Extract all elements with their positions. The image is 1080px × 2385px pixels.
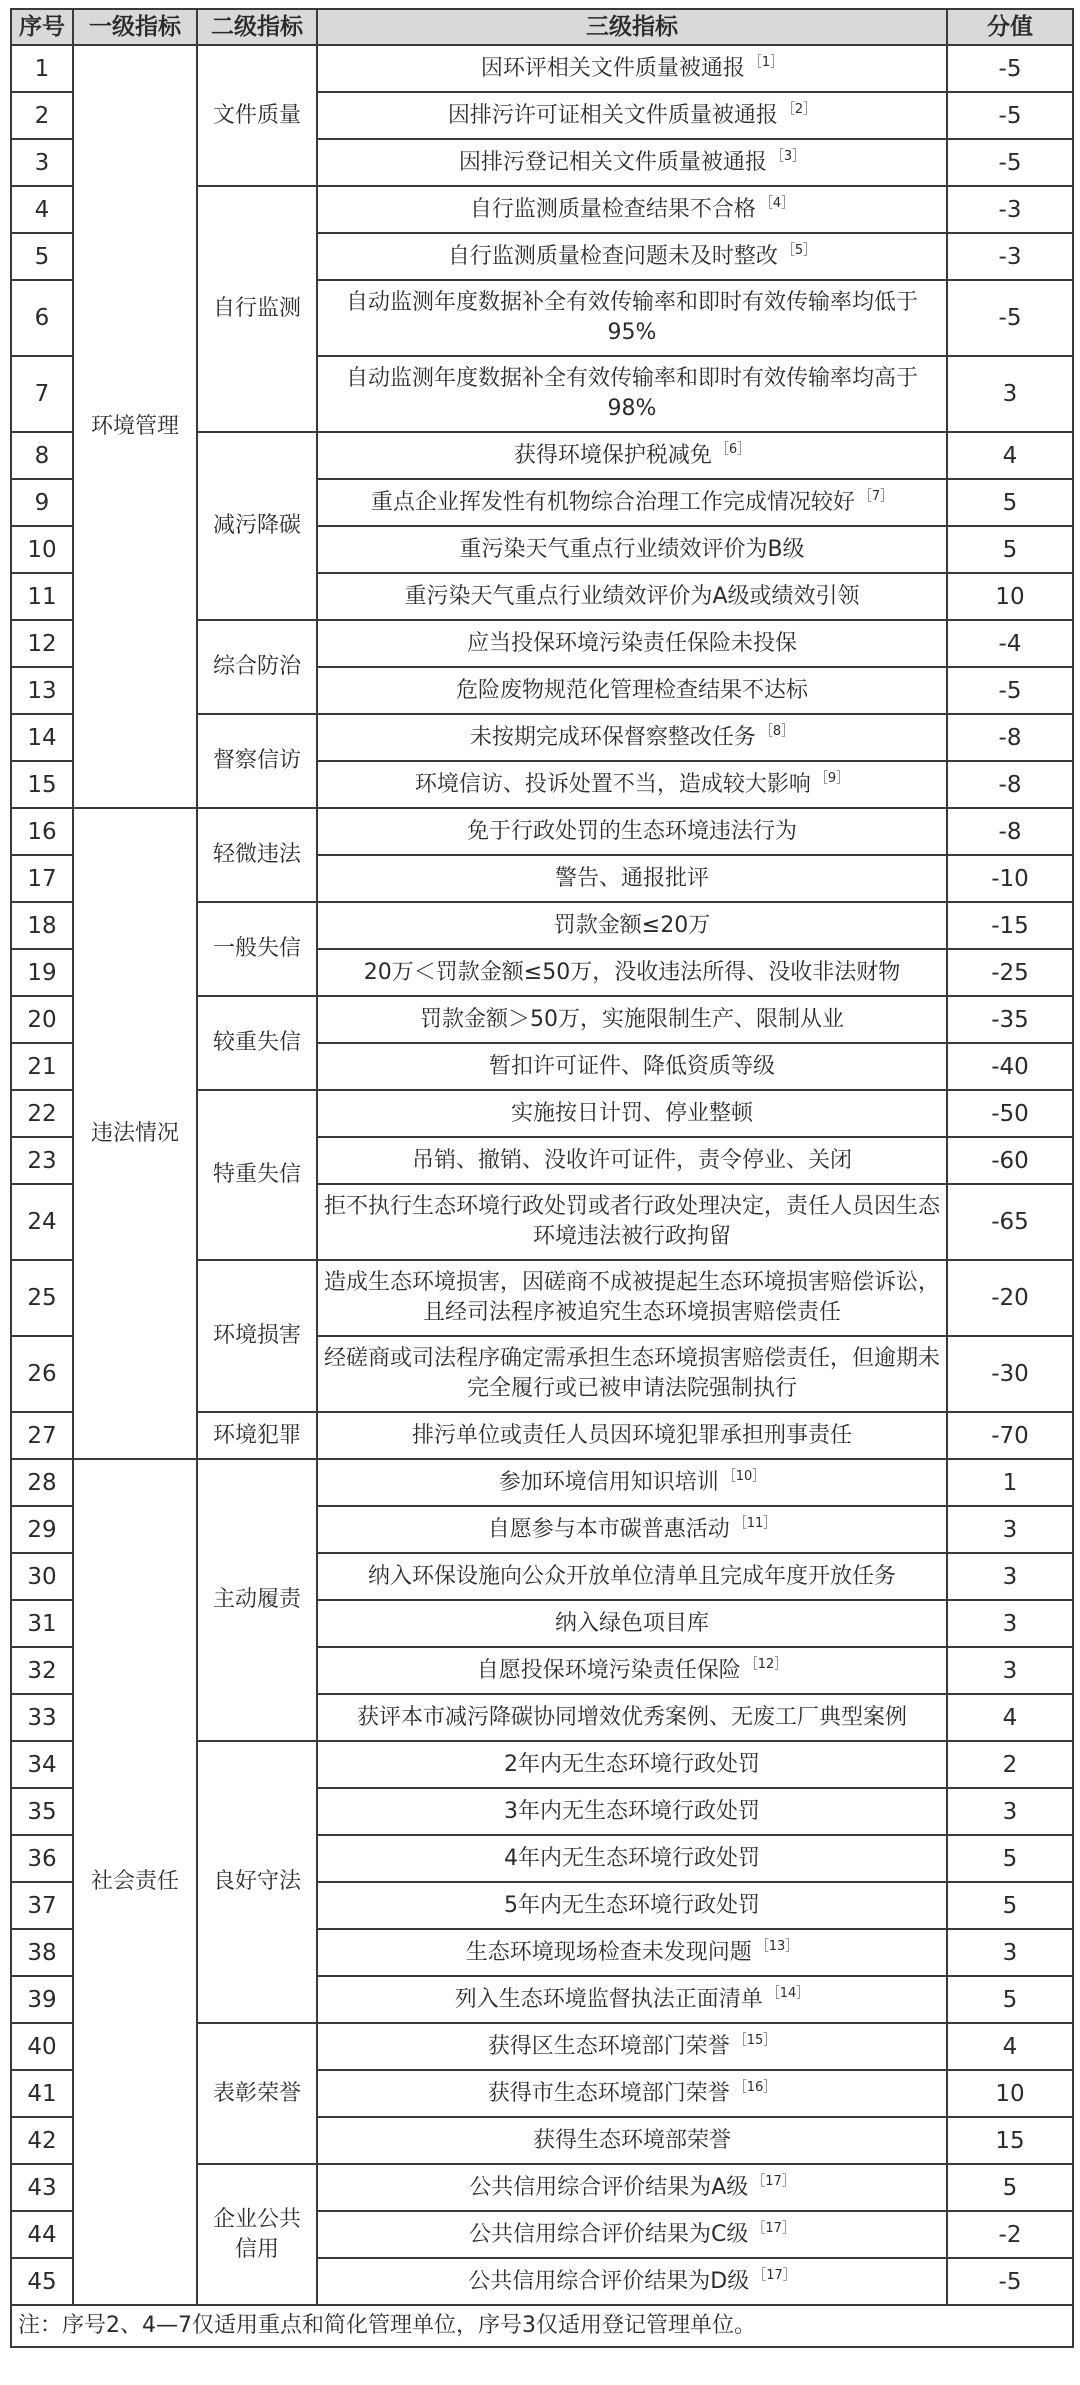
cell-seq: 42 <box>11 2117 73 2164</box>
cell-seq: 28 <box>11 1459 73 1506</box>
cell-score: -15 <box>947 902 1073 949</box>
table-row <box>11 45 1073 92</box>
level3-text: 因环评相关文件质量被通报 <box>480 55 745 81</box>
cell-score: 2 <box>947 1741 1073 1788</box>
cell-score: -25 <box>947 949 1073 996</box>
cell-score: 3 <box>947 1647 1073 1694</box>
level3-text: 罚款金额＞50万，实施限制生产、限制从业 <box>420 1006 844 1032</box>
footnote-reference: ［9］ <box>814 771 850 787</box>
cell-seq: 33 <box>11 1694 73 1741</box>
level3-text: 免于行政处罚的生态环境违法行为 <box>466 818 797 844</box>
cell-score: -60 <box>947 1137 1073 1184</box>
level3-text: 未按期完成环保督察整改任务 <box>469 724 756 750</box>
cell-score: -40 <box>947 1043 1073 1090</box>
level3-text: 公共信用综合评价结果为C级 <box>469 2221 749 2247</box>
level3-text: 生态环境现场检查未发现问题 <box>465 1939 752 1965</box>
cell-level3 <box>317 2070 947 2117</box>
level3-text: 暂扣许可证件、降低资质等级 <box>488 1053 775 1079</box>
table-header-row <box>11 9 1073 45</box>
cell-level2: 表彰荣誉 <box>197 2023 317 2164</box>
footnote-reference: ［10］ <box>722 1469 766 1485</box>
cell-seq: 1 <box>11 45 73 92</box>
cell-level1: 环境管理 <box>73 45 197 808</box>
cell-level3 <box>317 479 947 526</box>
cell-level2: 环境损害 <box>197 1260 317 1412</box>
cell-score: 10 <box>947 2070 1073 2117</box>
indicator-table-container <box>10 8 1072 2348</box>
footnote-reference: ［17］ <box>752 2221 795 2237</box>
level3-text: 造成生态环境损害，因磋商不成被提起生态环境损害赔偿诉讼，且经司法程序被追究生态环境损害赔偿责任 <box>324 1270 941 1325</box>
cell-level2: 综合防治 <box>197 620 317 714</box>
cell-level2: 一般失信 <box>197 902 317 996</box>
cell-score: 3 <box>947 356 1073 432</box>
level3-text: 重点企业挥发性有机物综合治理工作完成情况较好 <box>370 489 855 515</box>
cell-level3 <box>317 808 947 855</box>
level3-text: 自行监测质量检查问题未及时整改 <box>447 243 778 269</box>
level3-text: 纳入环保设施向公众开放单位清单且完成年度开放任务 <box>367 1563 896 1589</box>
cell-seq: 43 <box>11 2164 73 2211</box>
cell-seq: 18 <box>11 902 73 949</box>
cell-level3 <box>317 902 947 949</box>
cell-level3 <box>317 1260 947 1336</box>
cell-level3 <box>317 139 947 186</box>
cell-level3 <box>317 45 947 92</box>
cell-seq: 15 <box>11 761 73 808</box>
cell-score: 4 <box>947 2023 1073 2070</box>
footnote-reference: ［6］ <box>715 442 751 458</box>
level3-text: 获得生态环境部荣誉 <box>532 2127 731 2153</box>
level3-text: 吊销、撤销、没收许可证件，责令停业、关闭 <box>411 1147 852 1173</box>
cell-seq: 36 <box>11 1835 73 1882</box>
level3-text: 因排污许可证相关文件质量被通报 <box>447 102 778 128</box>
cell-score: -4 <box>947 620 1073 667</box>
level3-text: 2年内无生态环境行政处罚 <box>504 1751 760 1777</box>
footnote-reference: ［12］ <box>744 1657 788 1673</box>
cell-seq: 22 <box>11 1090 73 1137</box>
cell-level2: 主动履责 <box>197 1459 317 1741</box>
cell-score: -5 <box>947 667 1073 714</box>
cell-score: -3 <box>947 233 1073 280</box>
cell-level3 <box>317 186 947 233</box>
level3-text: 警告、通报批评 <box>554 865 709 891</box>
level3-text: 经磋商或司法程序确定需承担生态环境损害赔偿责任，但逾期未完全履行或已被申请法院强制执行 <box>324 1346 941 1401</box>
cell-seq: 21 <box>11 1043 73 1090</box>
footnote-reference: ［15］ <box>733 2033 777 2049</box>
header-level2: 二级指标 <box>197 9 317 45</box>
cell-seq: 26 <box>11 1336 73 1412</box>
header-level3: 三级指标 <box>317 9 947 45</box>
cell-seq: 41 <box>11 2070 73 2117</box>
cell-level3 <box>317 526 947 573</box>
cell-score: -5 <box>947 92 1073 139</box>
cell-seq: 19 <box>11 949 73 996</box>
cell-level3 <box>317 761 947 808</box>
level3-text: 重污染天气重点行业绩效评价为B级 <box>459 536 805 562</box>
cell-level3 <box>317 2258 947 2305</box>
cell-level3 <box>317 2023 947 2070</box>
cell-level2: 环境犯罪 <box>197 1412 317 1459</box>
cell-level3 <box>317 2211 947 2258</box>
cell-seq: 23 <box>11 1137 73 1184</box>
footnote-reference: ［13］ <box>755 1939 799 1955</box>
cell-score: -5 <box>947 139 1073 186</box>
level3-text: 参加环境信用知识培训 <box>498 1469 719 1495</box>
header-level1: 一级指标 <box>73 9 197 45</box>
cell-score: -2 <box>947 2211 1073 2258</box>
level3-text: 获得区生态环境部门荣誉 <box>487 2033 730 2059</box>
cell-level1: 社会责任 <box>73 1459 197 2305</box>
cell-score: 4 <box>947 432 1073 479</box>
footnote-reference: ［17］ <box>753 2268 796 2284</box>
cell-score: -30 <box>947 1336 1073 1412</box>
cell-seq: 2 <box>11 92 73 139</box>
cell-seq: 8 <box>11 432 73 479</box>
level3-text: 3年内无生态环境行政处罚 <box>504 1798 760 1824</box>
cell-level2: 企业公共信用 <box>197 2164 317 2305</box>
cell-level3 <box>317 714 947 761</box>
cell-seq: 7 <box>11 356 73 432</box>
cell-level3 <box>317 1506 947 1553</box>
cell-score: -70 <box>947 1412 1073 1459</box>
cell-level3 <box>317 1090 947 1137</box>
cell-seq: 29 <box>11 1506 73 1553</box>
cell-seq: 13 <box>11 667 73 714</box>
cell-score: 5 <box>947 2164 1073 2211</box>
cell-level3 <box>317 667 947 714</box>
cell-level3 <box>317 1929 947 1976</box>
cell-score: -3 <box>947 186 1073 233</box>
cell-seq: 16 <box>11 808 73 855</box>
cell-seq: 6 <box>11 280 73 356</box>
cell-level2: 良好守法 <box>197 1741 317 2023</box>
cell-seq: 12 <box>11 620 73 667</box>
cell-score: -10 <box>947 855 1073 902</box>
level3-text: 获得环境保护税减免 <box>513 442 712 468</box>
footnote-reference: ［7］ <box>858 489 894 505</box>
level3-text: 获得市生态环境部门荣誉 <box>487 2080 730 2106</box>
cell-score: -20 <box>947 1260 1073 1336</box>
level3-text: 应当投保环境污染责任保险未投保 <box>466 630 797 656</box>
cell-seq: 4 <box>11 186 73 233</box>
level3-text: 20万＜罚款金额≤50万，没收违法所得、没收非法财物 <box>363 959 901 985</box>
cell-score: 5 <box>947 1976 1073 2023</box>
cell-level3 <box>317 233 947 280</box>
level3-text: 自动监测年度数据补全有效传输率和即时有效传输率均高于98% <box>345 366 918 421</box>
cell-level3 <box>317 1459 947 1506</box>
cell-seq: 27 <box>11 1412 73 1459</box>
level3-text: 危险废物规范化管理检查结果不达标 <box>455 677 808 703</box>
level3-text: 拒不执行生态环境行政处罚或者行政处理决定，责任人员因生态环境违法被行政拘留 <box>324 1194 941 1249</box>
level3-text: 自愿投保环境污染责任保险 <box>476 1657 741 1683</box>
cell-score: 5 <box>947 1835 1073 1882</box>
cell-level2: 减污降碳 <box>197 432 317 620</box>
cell-level3 <box>317 280 947 356</box>
level3-text: 纳入绿色项目库 <box>554 1610 709 1636</box>
cell-seq: 34 <box>11 1741 73 1788</box>
cell-level2: 文件质量 <box>197 45 317 186</box>
cell-level3 <box>317 1412 947 1459</box>
cell-score: 5 <box>947 1882 1073 1929</box>
cell-score: 3 <box>947 1506 1073 1553</box>
cell-score: 3 <box>947 1553 1073 1600</box>
level3-text: 列入生态环境监督执法正面清单 <box>454 1986 763 2012</box>
footnote-reference: ［14］ <box>766 1986 810 2002</box>
cell-level3 <box>317 356 947 432</box>
cell-seq: 24 <box>11 1184 73 1260</box>
cell-seq: 20 <box>11 996 73 1043</box>
cell-level3 <box>317 1976 947 2023</box>
footnote-reference: ［4］ <box>759 196 795 212</box>
credit-indicator-table <box>10 8 1074 2348</box>
cell-level3 <box>317 1741 947 1788</box>
cell-seq: 32 <box>11 1647 73 1694</box>
cell-level3 <box>317 1788 947 1835</box>
cell-level3 <box>317 2117 947 2164</box>
footnote-reference: ［2］ <box>781 102 817 118</box>
cell-level3 <box>317 1184 947 1260</box>
cell-score: -8 <box>947 761 1073 808</box>
cell-seq: 30 <box>11 1553 73 1600</box>
level3-text: 排污单位或责任人员因环境犯罪承担刑事责任 <box>411 1422 852 1448</box>
table-note: 注：序号2、4—7仅适用重点和简化管理单位，序号3仅适用登记管理单位。 <box>11 2305 1073 2347</box>
footnote-reference: ［1］ <box>748 55 784 71</box>
cell-level2: 自行监测 <box>197 186 317 432</box>
cell-score: 4 <box>947 1694 1073 1741</box>
cell-level3 <box>317 620 947 667</box>
header-score: 分值 <box>947 9 1073 45</box>
cell-level3 <box>317 432 947 479</box>
cell-score: -8 <box>947 808 1073 855</box>
table-body <box>11 45 1073 2305</box>
cell-score: -5 <box>947 45 1073 92</box>
cell-score: 10 <box>947 573 1073 620</box>
cell-level3 <box>317 1553 947 1600</box>
cell-score: 3 <box>947 1929 1073 1976</box>
cell-level3 <box>317 949 947 996</box>
cell-level2: 轻微违法 <box>197 808 317 902</box>
cell-score: 5 <box>947 479 1073 526</box>
footnote-reference: ［8］ <box>759 724 795 740</box>
cell-level3 <box>317 996 947 1043</box>
cell-seq: 38 <box>11 1929 73 1976</box>
footnote-reference: ［3］ <box>770 149 806 165</box>
cell-score: 1 <box>947 1459 1073 1506</box>
cell-seq: 5 <box>11 233 73 280</box>
level3-text: 公共信用综合评价结果为D级 <box>468 2268 750 2294</box>
cell-level3 <box>317 1647 947 1694</box>
cell-score: -8 <box>947 714 1073 761</box>
level3-text: 因排污登记相关文件质量被通报 <box>458 149 767 175</box>
level3-text: 自愿参与本市碳普惠活动 <box>487 1516 730 1542</box>
cell-score: 3 <box>947 1788 1073 1835</box>
cell-seq: 9 <box>11 479 73 526</box>
table-row <box>11 1459 1073 1506</box>
cell-seq: 44 <box>11 2211 73 2258</box>
cell-seq: 10 <box>11 526 73 573</box>
level3-text: 获评本市减污降碳协同增效优秀案例、无废工厂典型案例 <box>356 1704 907 1730</box>
cell-level3 <box>317 2164 947 2211</box>
level3-text: 公共信用综合评价结果为A级 <box>469 2174 749 2200</box>
cell-seq: 25 <box>11 1260 73 1336</box>
cell-score: 5 <box>947 526 1073 573</box>
level3-text: 4年内无生态环境行政处罚 <box>504 1845 760 1871</box>
cell-seq: 45 <box>11 2258 73 2305</box>
cell-seq: 3 <box>11 139 73 186</box>
cell-level3 <box>317 855 947 902</box>
cell-level3 <box>317 1043 947 1090</box>
cell-level2: 较重失信 <box>197 996 317 1090</box>
cell-score: 3 <box>947 1600 1073 1647</box>
cell-seq: 39 <box>11 1976 73 2023</box>
cell-score: -5 <box>947 280 1073 356</box>
footnote-reference: ［5］ <box>781 243 817 259</box>
level3-text: 5年内无生态环境行政处罚 <box>504 1892 760 1918</box>
cell-seq: 11 <box>11 573 73 620</box>
cell-level3 <box>317 1882 947 1929</box>
level3-text: 自动监测年度数据补全有效传输率和即时有效传输率均低于95% <box>345 290 918 345</box>
cell-level3 <box>317 1600 947 1647</box>
footnote-reference: ［11］ <box>733 1516 777 1532</box>
level3-text: 自行监测质量检查结果不合格 <box>469 196 756 222</box>
cell-score: -65 <box>947 1184 1073 1260</box>
cell-level3 <box>317 573 947 620</box>
cell-level2: 督察信访 <box>197 714 317 808</box>
cell-level3 <box>317 1137 947 1184</box>
level3-text: 环境信访、投诉处置不当，造成较大影响 <box>414 771 811 797</box>
cell-score: -35 <box>947 996 1073 1043</box>
table-row <box>11 808 1073 855</box>
note-row <box>11 2305 1073 2347</box>
cell-score: -50 <box>947 1090 1073 1137</box>
cell-level3 <box>317 1336 947 1412</box>
cell-level3 <box>317 1694 947 1741</box>
cell-seq: 14 <box>11 714 73 761</box>
level3-text: 实施按日计罚、停业整顿 <box>510 1100 753 1126</box>
level3-text: 重污染天气重点行业绩效评价为A级或绩效引领 <box>404 583 860 609</box>
cell-seq: 31 <box>11 1600 73 1647</box>
footnote-reference: ［17］ <box>752 2174 795 2190</box>
cell-level3 <box>317 1835 947 1882</box>
cell-score: 15 <box>947 2117 1073 2164</box>
cell-score: -5 <box>947 2258 1073 2305</box>
footnote-reference: ［16］ <box>733 2080 777 2096</box>
header-seq: 序号 <box>11 9 73 45</box>
cell-seq: 37 <box>11 1882 73 1929</box>
cell-level2: 特重失信 <box>197 1090 317 1260</box>
cell-seq: 17 <box>11 855 73 902</box>
cell-level1: 违法情况 <box>73 808 197 1459</box>
cell-seq: 35 <box>11 1788 73 1835</box>
cell-level3 <box>317 92 947 139</box>
cell-seq: 40 <box>11 2023 73 2070</box>
level3-text: 罚款金额≤20万 <box>553 912 711 938</box>
